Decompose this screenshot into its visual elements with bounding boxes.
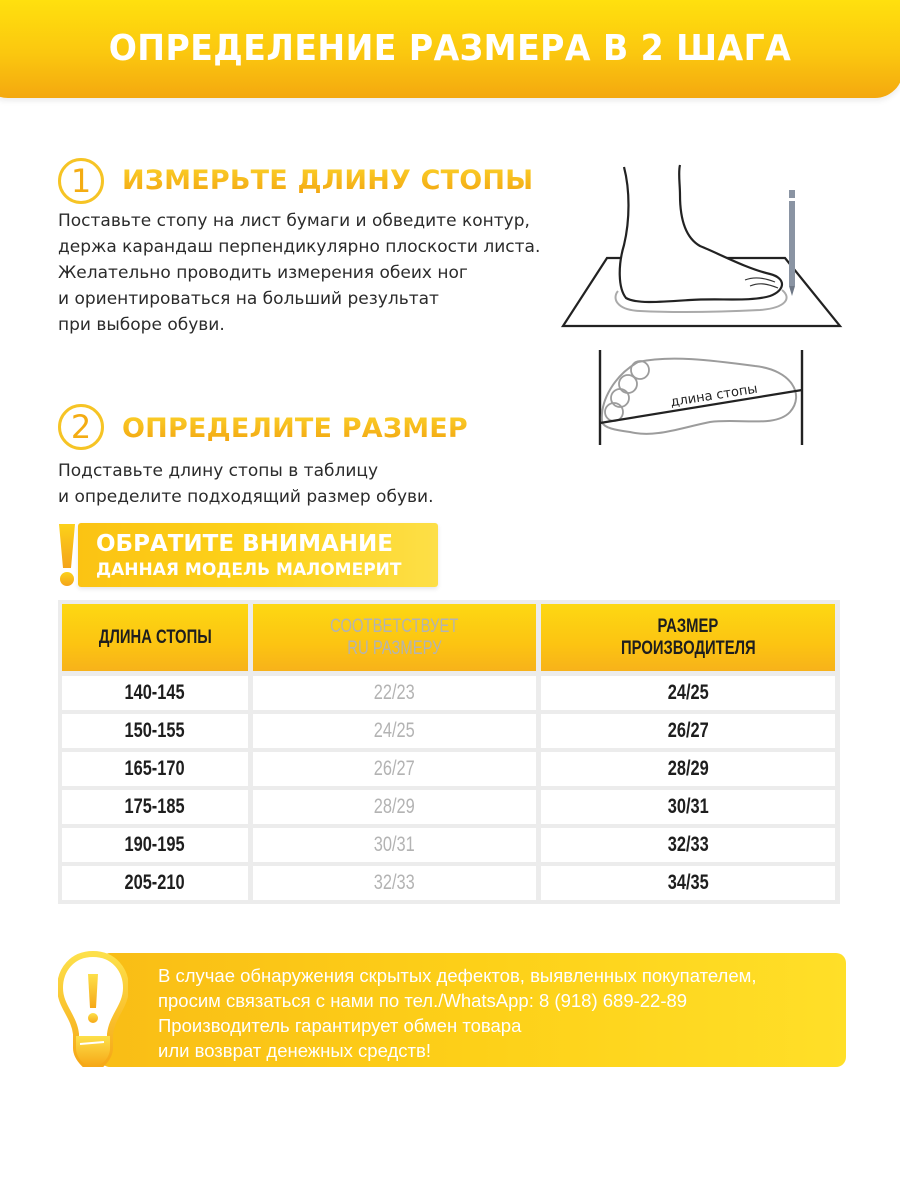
table-cell-manufacturer-size: 34/35 bbox=[541, 866, 835, 900]
info-line: или возврат денежных средств! bbox=[158, 1040, 431, 1061]
table-cell-foot-length: 165-170 bbox=[62, 752, 248, 786]
notice-subheading: ДАННАЯ МОДЕЛЬ МАЛОМЕРИТ bbox=[96, 560, 402, 580]
attention-notice bbox=[78, 523, 438, 587]
table-header-foot-length: ДЛИНА СТОПЫ bbox=[62, 604, 248, 671]
table-cell-foot-length: 150-155 bbox=[62, 714, 248, 748]
foot-measurement-illustration bbox=[560, 150, 860, 450]
info-line: В случае обнаружения скрытых дефектов, выявленных покупателем, bbox=[158, 965, 757, 986]
table-cell-ru-size: 26/27 bbox=[253, 752, 536, 786]
step-2-number: 2 bbox=[70, 408, 92, 446]
step-2-title: ОПРЕДЕЛИТЕ РАЗМЕР bbox=[122, 413, 468, 444]
step-1-title: ИЗМЕРЬТЕ ДЛИНУ СТОПЫ bbox=[122, 165, 534, 196]
table-cell-foot-length: 140-145 bbox=[62, 676, 248, 710]
step-1-number-icon bbox=[58, 158, 104, 204]
table-header-ru-size: СООТВЕТСТВУЕТ RU РАЗМЕРУ bbox=[253, 604, 536, 671]
foot-on-paper-icon bbox=[563, 165, 840, 326]
size-table bbox=[58, 600, 840, 904]
table-cell-ru-size: 28/29 bbox=[253, 790, 536, 824]
info-line-phone: просим связаться с нами по тел./WhatsApp: 8 (918) 689-22-89 bbox=[158, 990, 688, 1011]
exclamation-icon bbox=[56, 522, 78, 588]
step-2-number-icon bbox=[58, 404, 104, 450]
table-header-manufacturer-size: РАЗМЕР ПРОИЗВОДИТЕЛЯ bbox=[541, 604, 835, 671]
step-1-description bbox=[58, 208, 540, 338]
table-cell-ru-size: 24/25 bbox=[253, 714, 536, 748]
lightbulb-exclamation-icon bbox=[58, 950, 128, 1075]
step-2-line: и определите подходящий размер обуви. bbox=[58, 487, 434, 507]
table-cell-manufacturer-size: 24/25 bbox=[541, 676, 835, 710]
foot-length-label: длина стопы bbox=[669, 381, 759, 411]
step-2-line: Подставьте длину стопы в таблицу bbox=[58, 461, 379, 481]
warranty-info-text bbox=[158, 963, 756, 1063]
table-cell-ru-size: 32/33 bbox=[253, 866, 536, 900]
table-cell-foot-length: 175-185 bbox=[62, 790, 248, 824]
warranty-info-box bbox=[100, 953, 846, 1067]
step-1-line: и ориентироваться на больший результат bbox=[58, 289, 439, 309]
foot-top-view-icon bbox=[600, 350, 802, 445]
info-line: Производитель гарантирует обмен товара bbox=[158, 1015, 522, 1036]
step-1-line: при выборе обуви. bbox=[58, 315, 225, 335]
table-cell-ru-size: 30/31 bbox=[253, 828, 536, 862]
step-1-number: 1 bbox=[70, 162, 92, 200]
step-2-description bbox=[58, 458, 433, 510]
table-cell-ru-size: 22/23 bbox=[253, 676, 536, 710]
table-cell-manufacturer-size: 28/29 bbox=[541, 752, 835, 786]
notice-heading: ОБРАТИТЕ ВНИМАНИЕ bbox=[96, 531, 394, 557]
step-1-line: держа карандаш перпендикулярно плоскости листа. bbox=[58, 237, 541, 257]
page-title: ОПРЕДЕЛЕНИЕ РАЗМЕРА В 2 ШАГА bbox=[108, 28, 792, 69]
step-1-line: Желательно проводить измерения обеих ног bbox=[58, 263, 468, 283]
table-cell-manufacturer-size: 32/33 bbox=[541, 828, 835, 862]
table-cell-manufacturer-size: 26/27 bbox=[541, 714, 835, 748]
table-cell-foot-length: 205-210 bbox=[62, 866, 248, 900]
table-cell-foot-length: 190-195 bbox=[62, 828, 248, 862]
table-cell-manufacturer-size: 30/31 bbox=[541, 790, 835, 824]
step-1-line: Поставьте стопу на лист бумаги и обведите контур, bbox=[58, 211, 530, 231]
